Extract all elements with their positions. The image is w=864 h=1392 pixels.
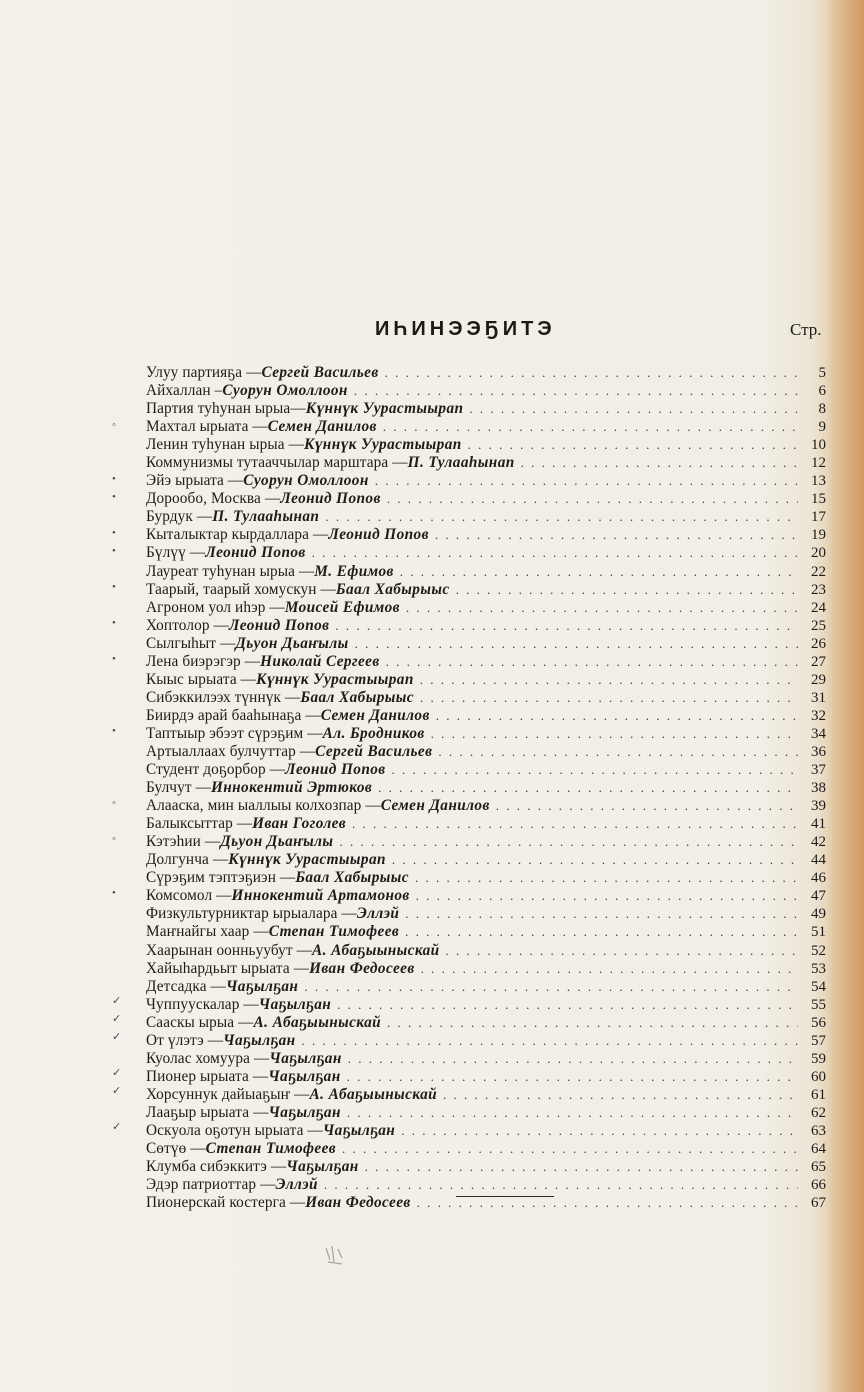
toc-entry	[146, 996, 826, 1014]
entry-title: Лауреат туһунан ырыа —	[146, 562, 315, 580]
dot-leader	[435, 526, 798, 544]
dot-leader	[347, 1104, 798, 1122]
entry-author: Күннүк Уурастыырап	[256, 670, 414, 688]
dot-leader	[405, 905, 798, 923]
entry-page-number: 13	[811, 473, 826, 490]
toc-entry	[146, 1032, 826, 1050]
toc-entry	[146, 707, 826, 725]
entry-author: Чаҕылҕан	[223, 1031, 296, 1049]
toc-entry	[146, 400, 826, 418]
toc-entry	[146, 1140, 826, 1158]
entry-author: А. Абаҕыыныскай	[312, 941, 440, 959]
dot-leader	[436, 707, 798, 725]
entry-title: Артыаллаах булчуттар —	[146, 742, 316, 760]
entry-page-number: 36	[811, 743, 826, 760]
toc-entry	[146, 743, 826, 761]
entry-author: Чаҕылҕан	[225, 977, 299, 995]
entry-author: Суорун Омоллоон	[222, 382, 348, 400]
dot-leader	[335, 617, 798, 635]
entry-title: Маҥнайгы хаар —	[146, 923, 269, 941]
entry-title: Бүлүү —	[146, 544, 206, 562]
toc-entry	[146, 1122, 826, 1140]
entry-page-number: 24	[811, 599, 826, 616]
entry-author: Семен Данилов	[380, 797, 490, 815]
entry-title: Клумба сибэккитэ —	[146, 1158, 287, 1176]
entry-author: Дьуон Дьаҥылы	[220, 833, 334, 851]
entry-page-number: 32	[811, 707, 826, 724]
margin-mark: •	[112, 653, 116, 665]
entry-page-number: 37	[811, 762, 826, 779]
margin-mark: ✓	[112, 1031, 122, 1043]
toc-entry	[146, 869, 826, 887]
entry-title: Пионер ырыата —	[146, 1067, 269, 1085]
entry-title: Булчут —	[146, 779, 211, 797]
entry-title: Кыыс ырыата —	[146, 670, 257, 688]
dot-leader	[348, 1050, 798, 1068]
entry-page-number: 12	[811, 455, 826, 472]
entry-page-number: 26	[811, 635, 826, 652]
margin-mark: ◦	[112, 833, 116, 845]
contents-heading: ИҺИНЭЭҔИТЭ	[375, 318, 556, 340]
entry-author: П. Тулааһынап	[212, 508, 320, 526]
dot-leader	[401, 1122, 798, 1140]
entry-page-number: 17	[811, 509, 826, 526]
dot-leader	[446, 942, 798, 960]
dot-leader	[352, 815, 798, 833]
toc-entry	[146, 833, 826, 851]
margin-mark: •	[112, 545, 116, 557]
dot-leader	[420, 689, 798, 707]
entry-author: Леонид Попов	[285, 761, 386, 779]
entry-author: Баал Хабырыыс	[300, 688, 414, 706]
toc-entry	[146, 635, 826, 653]
entry-title: Кыталыктар кырдаллара —	[146, 526, 329, 544]
table-of-contents	[146, 364, 826, 1212]
toc-entry	[146, 851, 826, 869]
entry-author: Степан Тимофеев	[205, 1140, 337, 1158]
dot-leader	[387, 490, 798, 508]
margin-mark: •	[112, 887, 116, 899]
toc-entry	[146, 815, 826, 833]
entry-author: Леонид Попов	[280, 490, 381, 508]
toc-entry	[146, 671, 826, 689]
entry-page-number: 62	[811, 1104, 826, 1121]
margin-mark: •	[112, 725, 116, 737]
entry-page-number: 8	[818, 401, 826, 418]
entry-page-number: 47	[811, 888, 826, 905]
margin-mark: ✓	[112, 1121, 122, 1133]
entry-page-number: 54	[811, 978, 826, 995]
toc-entry	[146, 960, 826, 978]
entry-title: Дорообо, Москва —	[146, 490, 281, 508]
dot-leader	[392, 851, 798, 869]
toc-entry	[146, 779, 826, 797]
entry-page-number: 27	[811, 653, 826, 670]
entry-page-number: 41	[811, 816, 826, 833]
toc-entry	[146, 689, 826, 707]
dot-leader	[405, 923, 798, 941]
entry-title: Сибэккилээх түннүк —	[146, 688, 301, 706]
entry-author: Чаҕылҕан	[268, 1103, 341, 1121]
entry-page-number: 22	[811, 563, 826, 580]
margin-pencil-marks	[100, 364, 140, 1164]
entry-title: Долгунча —	[146, 851, 229, 869]
entry-page-number: 19	[811, 527, 826, 544]
entry-page-number: 67	[811, 1195, 826, 1212]
toc-entry	[146, 761, 826, 779]
toc-entry	[146, 382, 826, 400]
dot-leader	[302, 1032, 798, 1050]
entry-page-number: 25	[811, 617, 826, 634]
dot-leader	[378, 779, 798, 797]
entry-page-number: 9	[818, 419, 826, 436]
toc-entry	[146, 563, 826, 581]
entry-author: Иван Федосеев	[305, 1194, 411, 1212]
entry-author: Сергей Васильев	[261, 364, 379, 381]
entry-author: А. Абаҕыыныскай	[309, 1085, 438, 1103]
entry-page-number: 10	[811, 437, 826, 454]
entry-title: Эдэр патриоттар —	[146, 1176, 276, 1194]
entry-title: Куолас хомуура —	[146, 1049, 270, 1067]
entry-author: Баал Хабырыыс	[295, 869, 409, 887]
entry-title: Оскуола оҕотун ырыата —	[146, 1121, 323, 1139]
entry-title: Сөтүө —	[146, 1140, 206, 1158]
entry-page-number: 49	[811, 906, 826, 923]
dot-leader	[496, 797, 798, 815]
entry-author: Күннүк Уурастыырап	[303, 436, 462, 454]
entry-page-number: 44	[811, 852, 826, 869]
entry-title: Лена биэрэгэр —	[146, 652, 261, 670]
entry-page-number: 61	[811, 1086, 826, 1103]
entry-title: Сылгыһыт —	[146, 634, 236, 652]
entry-author: Моисей Ефимов	[284, 598, 400, 616]
entry-author: А. Абаҕыыныскай	[253, 1013, 382, 1031]
entry-page-number: 31	[811, 689, 826, 706]
toc-entry	[146, 653, 826, 671]
entry-title: Пионерскай костерга —	[146, 1194, 306, 1212]
entry-author: Степан Тимофеев	[268, 923, 400, 941]
margin-mark: •	[112, 473, 116, 485]
entry-author: Семен Данилов	[320, 706, 430, 724]
dot-leader	[392, 761, 798, 779]
dot-leader	[375, 472, 798, 490]
entry-author: Ал. Бродников	[322, 724, 425, 742]
entry-title: Сүрэҕим тэптэҕиэн —	[146, 869, 296, 887]
margin-mark: •	[112, 617, 116, 629]
toc-entry	[146, 1086, 826, 1104]
dot-leader	[355, 635, 798, 653]
toc-entry	[146, 581, 826, 599]
entry-title: Хаарынан оонньуубут —	[146, 941, 313, 959]
dot-leader	[438, 743, 798, 761]
closing-rule	[456, 1196, 554, 1197]
entry-author: Күннүк Уурастыырап	[305, 400, 464, 418]
dot-leader	[406, 599, 798, 617]
entry-title: Хайыһардьыт ырыата —	[146, 959, 310, 977]
entry-title: Хоптолор —	[146, 616, 229, 634]
toc-entry	[146, 978, 826, 996]
margin-mark: •	[112, 581, 116, 593]
entry-page-number: 65	[811, 1159, 826, 1176]
entry-author: Семен Данилов	[267, 418, 377, 436]
dot-leader	[342, 1140, 798, 1158]
entry-page-number: 56	[811, 1014, 826, 1031]
entry-page-number: 42	[811, 834, 826, 851]
entry-author: Баал Хабырыыс	[335, 580, 450, 598]
entry-title: Хорсуннук дайыаҕыҥ —	[146, 1085, 310, 1103]
entry-page-number: 60	[811, 1068, 826, 1085]
faint-stamp-mark	[320, 1240, 350, 1270]
dot-leader	[354, 382, 798, 400]
entry-author: М. Ефимов	[314, 562, 394, 580]
entry-page-number: 63	[811, 1122, 826, 1139]
dot-leader	[304, 978, 798, 996]
entry-page-number: 51	[811, 924, 826, 941]
dot-leader	[443, 1086, 798, 1104]
entry-page-number: 20	[811, 545, 826, 562]
entry-author: Эллэй	[275, 1176, 318, 1194]
toc-entry	[146, 1104, 826, 1122]
entry-page-number: 46	[811, 870, 826, 887]
dot-leader	[386, 653, 798, 671]
entry-title: Физкультурниктар ырыалара —	[146, 905, 357, 923]
entry-title: Бурдук —	[146, 508, 213, 526]
entry-author: Иван Федосеев	[309, 959, 415, 977]
toc-entry	[146, 526, 826, 544]
toc-entry	[146, 942, 826, 960]
entry-author: Дьуон Дьаҥылы	[235, 634, 349, 652]
entry-author: Иннокентий Артамонов	[231, 887, 410, 905]
entry-page-number: 64	[811, 1141, 826, 1158]
entry-page-number: 15	[811, 491, 826, 508]
entry-author: Күннүк Уурастыырап	[228, 851, 386, 869]
toc-entry	[146, 905, 826, 923]
dot-leader	[337, 996, 798, 1014]
entry-author: Чаҕылҕан	[269, 1049, 342, 1067]
dot-leader	[385, 364, 798, 382]
dot-leader	[400, 563, 798, 581]
entry-title: Детсадка —	[146, 977, 226, 995]
dot-leader	[431, 725, 798, 743]
entry-title: Эйэ ырыата —	[146, 472, 244, 490]
show-through-text	[344, 140, 804, 180]
entry-title: Кэтэһии —	[146, 833, 221, 851]
entry-title: Балыксыттар —	[146, 815, 253, 833]
toc-entry	[146, 599, 826, 617]
toc-entry	[146, 887, 826, 905]
entry-title: Коммунизмы тутааччылар марштара —	[146, 454, 408, 472]
dot-leader	[456, 581, 798, 599]
entry-page-number: 57	[811, 1032, 826, 1049]
entry-title: Махтал ырыата —	[146, 418, 268, 436]
entry-author: Чаҕылҕан	[258, 995, 332, 1013]
margin-mark: ✓	[112, 1013, 122, 1025]
entry-page-number: 53	[811, 960, 826, 977]
margin-mark: ✓	[112, 1067, 122, 1079]
margin-mark: •	[112, 527, 116, 539]
dot-leader	[421, 960, 798, 978]
entry-page-number: 29	[811, 671, 826, 688]
toc-entry	[146, 364, 826, 382]
toc-entry	[146, 454, 826, 472]
entry-author: Суорун Омоллоон	[243, 472, 369, 490]
entry-author: П. Тулааһынап	[407, 454, 515, 472]
entry-author: Иннокентий Эртюков	[210, 779, 373, 797]
toc-entry	[146, 418, 826, 436]
dot-leader	[387, 1014, 798, 1032]
dot-leader	[325, 508, 798, 526]
entry-title: Айхаллан –	[146, 382, 223, 400]
toc-entry	[146, 544, 826, 562]
entry-title: Лааҕыр ырыата —	[146, 1103, 269, 1121]
entry-page-number: 39	[811, 798, 826, 815]
entry-page-number: 23	[811, 581, 826, 598]
toc-entry	[146, 490, 826, 508]
entry-author: Леонид Попов	[205, 544, 306, 562]
dot-leader	[365, 1158, 798, 1176]
toc-entry	[146, 1014, 826, 1032]
dot-leader	[468, 436, 798, 454]
toc-entry	[146, 725, 826, 743]
entry-page-number: 34	[811, 725, 826, 742]
toc-entry	[146, 508, 826, 526]
entry-author: Эллэй	[356, 905, 400, 923]
dot-leader	[416, 887, 798, 905]
dot-leader	[420, 671, 798, 689]
entry-page-number: 66	[811, 1177, 826, 1194]
entry-title: Агроном уол иһэр —	[146, 598, 285, 616]
margin-mark: ◦	[112, 797, 116, 809]
page-edge-stain	[826, 0, 864, 1392]
margin-mark: •	[112, 491, 116, 503]
entry-page-number: 38	[811, 780, 826, 797]
entry-author: Иван Гоголев	[252, 815, 347, 833]
entry-title: От үлэтэ —	[146, 1031, 224, 1049]
entry-author: Леонид Попов	[228, 616, 330, 634]
entry-title: Улуу партияҕа —	[146, 364, 262, 381]
entry-page-number: 6	[818, 383, 826, 400]
dot-leader	[312, 544, 798, 562]
dot-leader	[469, 400, 798, 418]
entry-author: Николай Сергеев	[260, 652, 380, 670]
toc-entry	[146, 1050, 826, 1068]
toc-entry	[146, 1158, 826, 1176]
dot-leader	[383, 418, 798, 436]
dot-leader	[347, 1068, 798, 1086]
toc-entry	[146, 1068, 826, 1086]
margin-mark: ◦	[112, 419, 116, 431]
entry-title: Ленин туһунан ырыа —	[146, 436, 304, 454]
toc-entry	[146, 797, 826, 815]
entry-author: Сергей Васильев	[315, 742, 433, 760]
entry-title: Партия туһунан ырыа—	[146, 400, 306, 418]
dot-leader	[521, 454, 798, 472]
margin-mark: ✓	[112, 995, 122, 1007]
entry-title: Студент доҕорбор —	[146, 761, 286, 779]
entry-title: Таарый, таарый хомускун —	[146, 580, 336, 598]
entry-title: Комсомол —	[146, 887, 232, 905]
entry-author: Чаҕылҕан	[268, 1067, 341, 1085]
entry-title: Таптыыр эбээт сүрэҕим —	[146, 724, 323, 742]
entry-title: Алааска, мин ыаллыы колхозпар —	[146, 797, 381, 815]
entry-title: Сааскы ырыа —	[146, 1013, 254, 1031]
entry-page-number: 52	[811, 942, 826, 959]
margin-mark: ✓	[112, 1085, 122, 1097]
entry-page-number: 5	[818, 365, 826, 381]
entry-page-number: 59	[811, 1050, 826, 1067]
dot-leader	[415, 869, 798, 887]
toc-entry	[146, 436, 826, 454]
toc-entry	[146, 617, 826, 635]
entry-author: Леонид Попов	[328, 526, 429, 544]
entry-page-number: 55	[811, 996, 826, 1013]
dot-leader	[339, 833, 798, 851]
entry-title: Чуппуускалар —	[146, 995, 259, 1013]
toc-entry	[146, 1176, 826, 1194]
toc-entry	[146, 923, 826, 941]
dot-leader	[324, 1176, 798, 1194]
entry-title: Биирдэ арай бааһынаҕа —	[146, 706, 321, 724]
entry-author: Чаҕылҕан	[286, 1158, 359, 1176]
entry-author: Чаҕылҕан	[322, 1121, 396, 1139]
page-column-label: Стр.	[790, 320, 822, 339]
toc-entry	[146, 472, 826, 490]
